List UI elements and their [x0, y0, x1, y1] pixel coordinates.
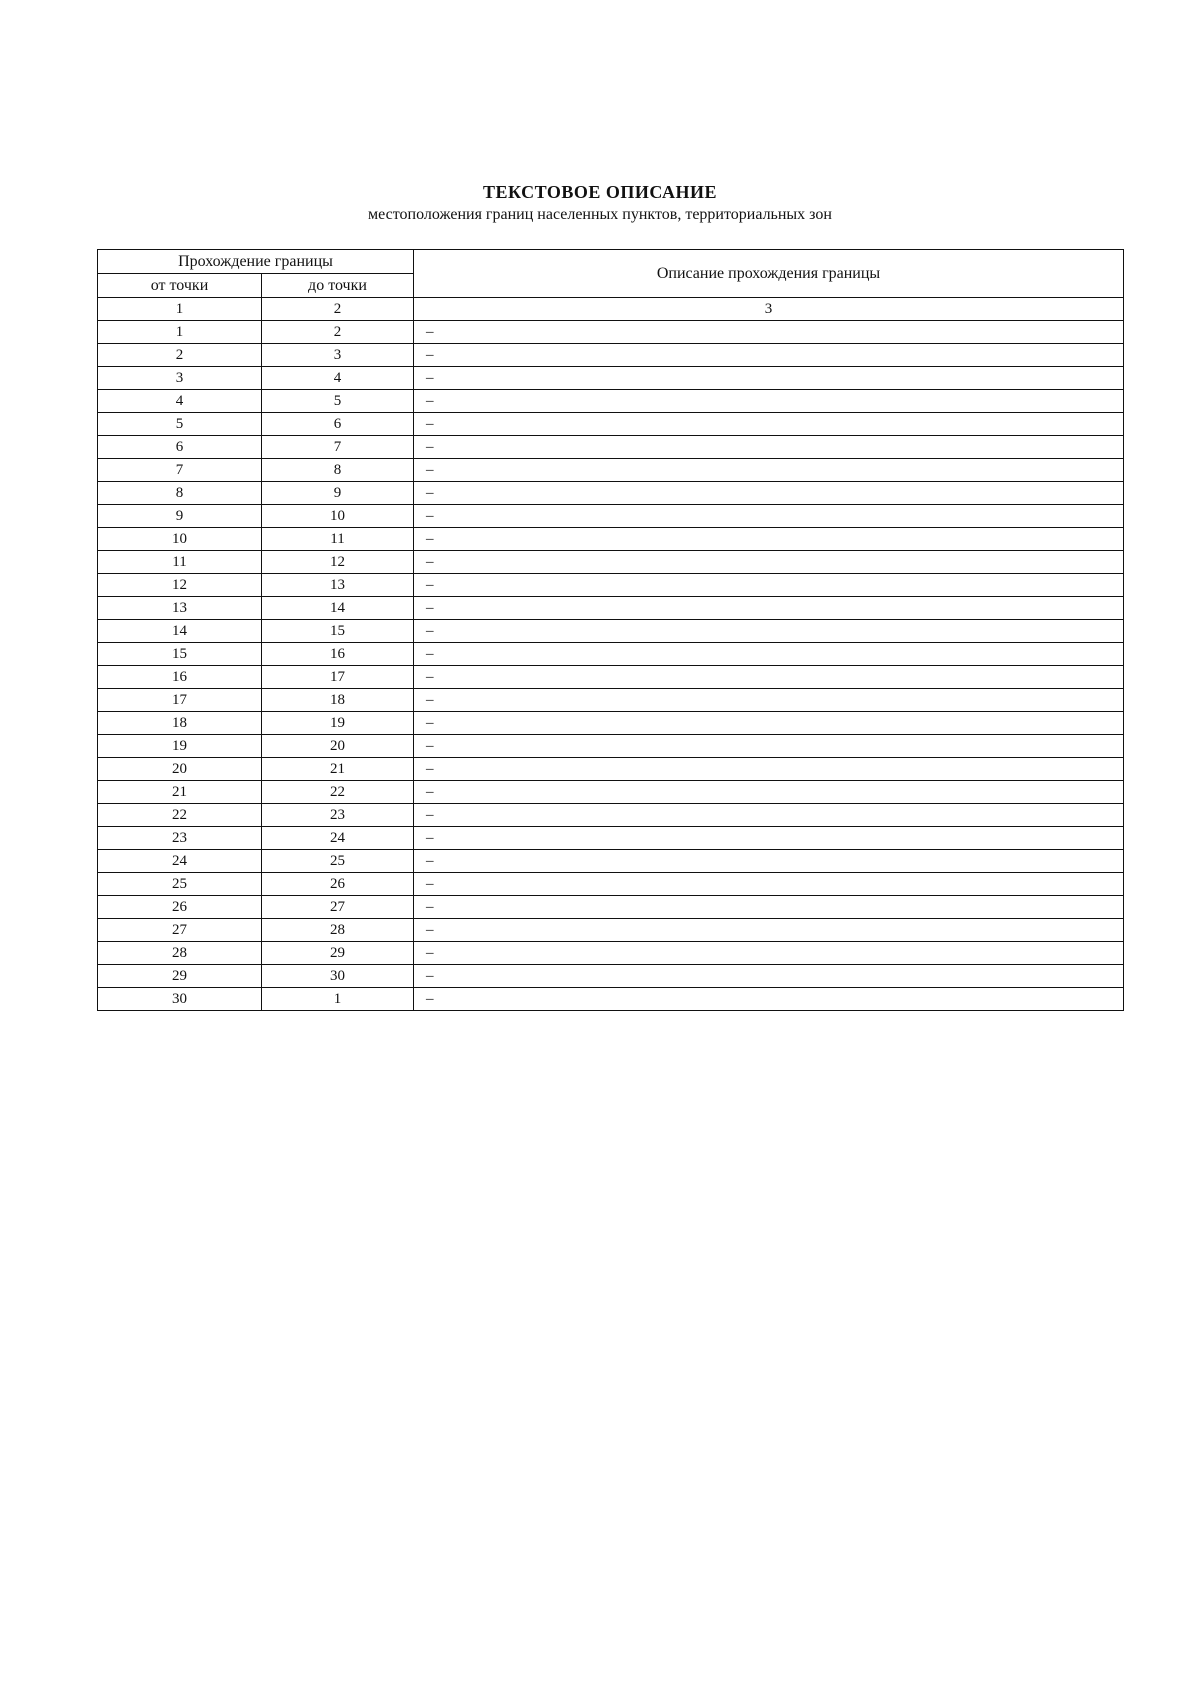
from-point-cell: 13 [98, 597, 262, 620]
from-point-cell: 19 [98, 735, 262, 758]
description-cell: – [414, 643, 1124, 666]
description-cell: – [414, 919, 1124, 942]
description-cell: – [414, 666, 1124, 689]
description-cell: – [414, 942, 1124, 965]
to-point-cell: 6 [262, 413, 414, 436]
description-cell: – [414, 965, 1124, 988]
from-point-cell: 10 [98, 528, 262, 551]
table-row [98, 344, 1124, 367]
from-point-cell: 29 [98, 965, 262, 988]
description-cell: – [414, 850, 1124, 873]
description-cell: – [414, 482, 1124, 505]
from-point-cell: 12 [98, 574, 262, 597]
table-row [98, 390, 1124, 413]
table-row [98, 758, 1124, 781]
from-point-cell: 25 [98, 873, 262, 896]
to-point-cell: 27 [262, 896, 414, 919]
to-point-cell: 29 [262, 942, 414, 965]
from-point-cell: 11 [98, 551, 262, 574]
boundary-table [97, 249, 1124, 1011]
table-row [98, 965, 1124, 988]
description-cell: – [414, 873, 1124, 896]
from-point-cell: 20 [98, 758, 262, 781]
table-row [98, 551, 1124, 574]
to-point-cell: 2 [262, 321, 414, 344]
from-point-cell: 15 [98, 643, 262, 666]
description-cell: – [414, 390, 1124, 413]
column-number: 3 [414, 298, 1124, 321]
header-boundary-description: Описание прохождения границы [414, 250, 1124, 298]
description-cell: – [414, 367, 1124, 390]
column-number-row [98, 298, 1124, 321]
table-row [98, 781, 1124, 804]
table-row [98, 896, 1124, 919]
to-point-cell: 9 [262, 482, 414, 505]
description-cell: – [414, 735, 1124, 758]
to-point-cell: 24 [262, 827, 414, 850]
to-point-cell: 25 [262, 850, 414, 873]
to-point-cell: 8 [262, 459, 414, 482]
description-cell: – [414, 827, 1124, 850]
from-point-cell: 7 [98, 459, 262, 482]
from-point-cell: 18 [98, 712, 262, 735]
description-cell: – [414, 988, 1124, 1011]
to-point-cell: 30 [262, 965, 414, 988]
column-number: 2 [262, 298, 414, 321]
table-row [98, 643, 1124, 666]
to-point-cell: 21 [262, 758, 414, 781]
description-cell: – [414, 781, 1124, 804]
description-cell: – [414, 712, 1124, 735]
from-point-cell: 27 [98, 919, 262, 942]
table-row [98, 666, 1124, 689]
to-point-cell: 1 [262, 988, 414, 1011]
from-point-cell: 4 [98, 390, 262, 413]
table-row [98, 574, 1124, 597]
description-cell: – [414, 896, 1124, 919]
to-point-cell: 7 [262, 436, 414, 459]
header-to-point: до точки [262, 274, 414, 298]
to-point-cell: 11 [262, 528, 414, 551]
to-point-cell: 4 [262, 367, 414, 390]
from-point-cell: 30 [98, 988, 262, 1011]
description-cell: – [414, 551, 1124, 574]
to-point-cell: 14 [262, 597, 414, 620]
to-point-cell: 26 [262, 873, 414, 896]
table-row [98, 942, 1124, 965]
table-row [98, 804, 1124, 827]
header-from-point: от точки [98, 274, 262, 298]
table-row [98, 919, 1124, 942]
from-point-cell: 24 [98, 850, 262, 873]
column-number: 1 [98, 298, 262, 321]
to-point-cell: 16 [262, 643, 414, 666]
description-cell: – [414, 574, 1124, 597]
description-cell: – [414, 459, 1124, 482]
description-cell: – [414, 505, 1124, 528]
to-point-cell: 13 [262, 574, 414, 597]
description-cell: – [414, 436, 1124, 459]
to-point-cell: 17 [262, 666, 414, 689]
from-point-cell: 3 [98, 367, 262, 390]
to-point-cell: 12 [262, 551, 414, 574]
to-point-cell: 20 [262, 735, 414, 758]
from-point-cell: 22 [98, 804, 262, 827]
from-point-cell: 6 [98, 436, 262, 459]
to-point-cell: 5 [262, 390, 414, 413]
table-body [98, 321, 1124, 1011]
to-point-cell: 22 [262, 781, 414, 804]
header-boundary-passage: Прохождение границы [98, 250, 414, 274]
from-point-cell: 9 [98, 505, 262, 528]
description-cell: – [414, 758, 1124, 781]
document-subtitle: местоположения границ населенных пунктов, территориальных зон [368, 206, 832, 223]
from-point-cell: 26 [98, 896, 262, 919]
table-row [98, 597, 1124, 620]
table-row [98, 482, 1124, 505]
to-point-cell: 28 [262, 919, 414, 942]
table-row [98, 712, 1124, 735]
to-point-cell: 15 [262, 620, 414, 643]
description-cell: – [414, 413, 1124, 436]
from-point-cell: 28 [98, 942, 262, 965]
document-title: ТЕКСТОВОЕ ОПИСАНИЕ [482, 182, 717, 202]
description-cell: – [414, 804, 1124, 827]
from-point-cell: 5 [98, 413, 262, 436]
from-point-cell: 17 [98, 689, 262, 712]
from-point-cell: 14 [98, 620, 262, 643]
from-point-cell: 1 [98, 321, 262, 344]
description-cell: – [414, 528, 1124, 551]
table-row [98, 620, 1124, 643]
from-point-cell: 16 [98, 666, 262, 689]
table-row [98, 459, 1124, 482]
from-point-cell: 2 [98, 344, 262, 367]
table-row [98, 850, 1124, 873]
table-row [98, 505, 1124, 528]
table-row [98, 873, 1124, 896]
table-row [98, 436, 1124, 459]
description-cell: – [414, 620, 1124, 643]
table-row [98, 367, 1124, 390]
from-point-cell: 23 [98, 827, 262, 850]
to-point-cell: 23 [262, 804, 414, 827]
table-row [98, 735, 1124, 758]
to-point-cell: 10 [262, 505, 414, 528]
description-cell: – [414, 597, 1124, 620]
from-point-cell: 8 [98, 482, 262, 505]
to-point-cell: 18 [262, 689, 414, 712]
description-cell: – [414, 321, 1124, 344]
table-row [98, 988, 1124, 1011]
to-point-cell: 19 [262, 712, 414, 735]
from-point-cell: 21 [98, 781, 262, 804]
to-point-cell: 3 [262, 344, 414, 367]
table-row [98, 689, 1124, 712]
table-row [98, 321, 1124, 344]
table-row [98, 528, 1124, 551]
table-row [98, 827, 1124, 850]
description-cell: – [414, 689, 1124, 712]
table-row [98, 413, 1124, 436]
description-cell: – [414, 344, 1124, 367]
